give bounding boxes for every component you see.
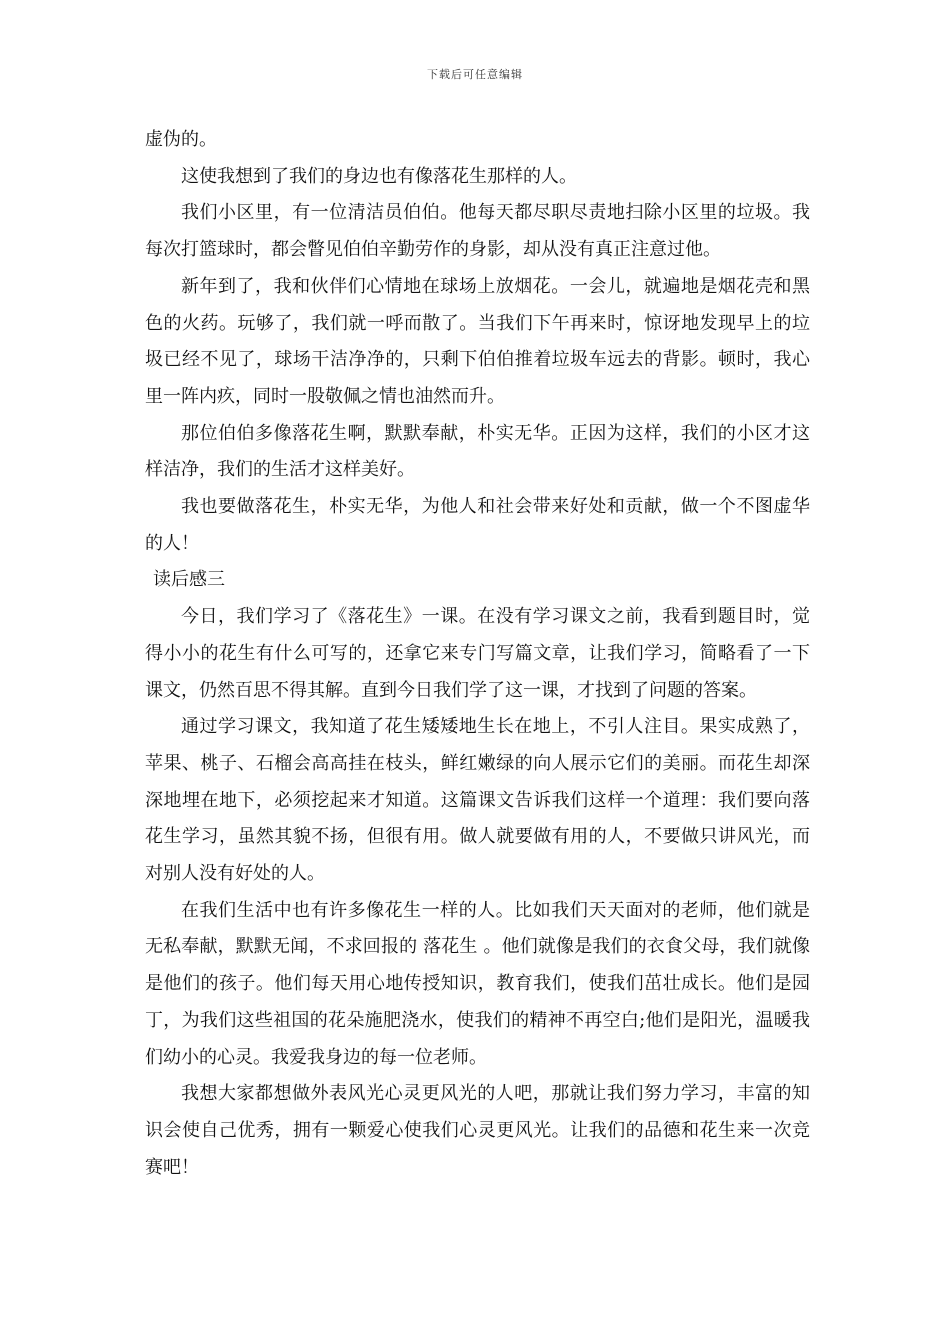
paragraph-continuation: 虚伪的。 [145,129,217,150]
paragraph: 通过学习课文，我知道了花生矮矮地生长在地上，不引人注目。果实成熟了，苹果、桃子、石榴会高高挂在枝头，鲜红嫩绿的向人展示它们的美丽。而花生却深深地埋在地下，必须挖起来才知道。这篇课文告诉我们这样一个道理：我们要向落花生学习，虽然其貌不扬，但很有用。做人就要做有用的人，不要做只讲风光，而对别人没有好处的人。 [145,716,810,885]
paragraph: 那位伯伯多像落花生啊，默默奉献，朴实无华。正因为这样，我们的小区才这样洁净，我们的生活才这样美好。 [145,422,810,481]
paragraph: 在我们生活中也有许多像花生一样的人。比如我们天天面对的老师，他们就是无私奉献，默默无闻，不求回报的 落花生 。他们就像是我们的衣食父母，我们就像是他们的孩子。他们每天用心地传授知识，教育我们，使我们茁壮成长。他们是园丁，为我们这些祖国的花朵施肥浇水，使我们的精神不再空白;他们是阳光，温暖我们幼小的心灵。我爱我身边的每一位老师。 [145,899,810,1068]
paragraph: 新年到了，我和伙伴们心情地在球场上放烟花。一会儿，就遍地是烟花壳和黑色的火药。玩够了，我们就一呼而散了。当我们下午再来时，惊讶地发现早上的垃圾已经不见了，球场干洁净净的，只剩下伯伯推着垃圾车远去的背影。顿时，我心里一阵内疚，同时一股敬佩之情也油然而升。 [145,275,810,407]
paragraph: 这使我想到了我们的身边也有像落花生那样的人。 [181,165,577,187]
section-heading: 读后感三 [153,569,225,591]
paragraph: 我们小区里，有一位清洁员伯伯。他每天都尽职尽责地扫除小区里的垃圾。我每次打篮球时，都会瞥见伯伯辛勤劳作的身影，却从没有真正注意过他。 [145,202,810,261]
paragraph: 今日，我们学习了《落花生》一课。在没有学习课文之前，我看到题目时，觉得小小的花生有什么可写的，还拿它来专门写篇文章，让我们学习，简略看了一下课文，仍然百思不得其解。直到今日我们学了这一课，才找到了问题的答案。 [145,606,810,701]
paragraph: 我也要做落花生，朴实无华，为他人和社会带来好处和贡献，做一个不图虚华的人！ [145,496,810,554]
page-header: 下载后可任意编辑 [427,68,523,81]
document-body [145,122,810,1186]
paragraph: 我想大家都想做外表风光心灵更风光的人吧，那就让我们努力学习，丰富的知识会使自己优秀，拥有一颗爱心使我们心灵更风光。让我们的品德和花生来一次竞赛吧！ [145,1083,810,1178]
